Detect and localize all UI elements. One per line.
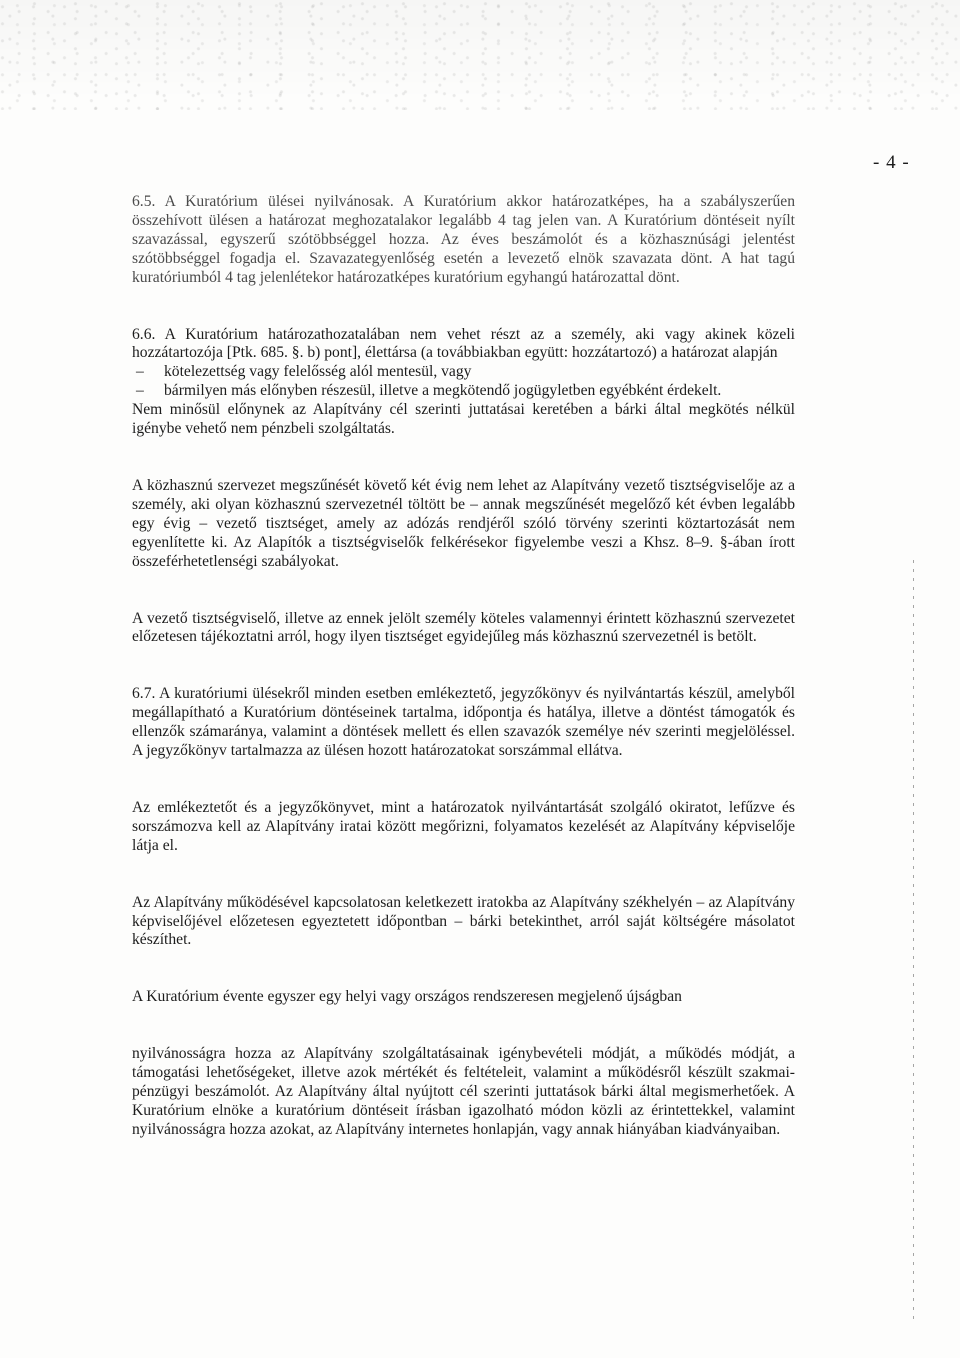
paragraph-annual-publication: A Kuratórium évente egyszer egy helyi vagy országos rendszeresen megjelenő újságban [132, 988, 682, 1006]
list-item [136, 363, 795, 382]
list-item [136, 382, 795, 401]
list-item-text: bármilyen más előnyben részesül, illetve a megkötendő jogügyletben egyébként érdekelt. [164, 382, 722, 400]
paragraph-document-access: Az Alapítvány működésével kapcsolatosan keletkezett iratokba az Alapítvány székhelyén – az Alapítvány képviselőjével előzetesen egyeztetett időpontban – bárki betekinthet, arról saját költségére másolatot készíthet. [132, 893, 795, 949]
list-item-text: kötelezettség vagy felelősség alól mentesül, vagy [164, 363, 472, 381]
paragraph-officer-notice: A vezető tisztségviselő, illetve az ennek jelölt személy köteles valamennyi érintett közhasznú szervezetet előzetesen tájékoztatni arról, hogy ilyen tisztséget egyidejűleg más közhasznú szervezetnél is betölt. [132, 609, 795, 646]
paragraph-6-7: 6.7. A kuratóriumi ülésekről minden esetben emlékeztető, jegyzőkönyv és nyilvántartás készül, amelyből megállapítható a Kuratórium döntéseinek tartalma, időpontja és hatálya, illetve a döntést támogatók és ellenzők számaránya, valamint a döntések mellett és ellen szavazók személye név szerinti megjelöléssel. A jegyzőkönyv tartalmazza az ülésen hozott határozatokat sorszámmal ellátva. [132, 685, 795, 760]
paragraph-6-6-intro: 6.6. A Kuratórium határozathozatalában nem vehet részt az a személy, aki vagy akinek közeli hozzátartozója [Ptk. 685. §. b) pont], élettársa (a továbbiakban együtt: hozzátartozó) a határozat alapján [132, 325, 795, 362]
paragraph-conflict-of-interest: A közhasznú szervezet megszűnését követő két évig nem lehet az Alapítvány vezető tisztségviselője az a személy, aki olyan közhasznú szervezetnél töltött be – annak megszűnését megelőző két évben legalább egy évig – vezető tisztséget, amely az adózás rendjéről szóló törvény szerinti köztartozását nem egyenlítette ki. Az Alapítók a tisztségviselők felkérésekor figyelembe veszi a Khsz. 8–9. §-ában írott összeférhetetlenségi szabályokat. [132, 476, 795, 570]
page-number: - 4 - [873, 152, 910, 173]
paragraph-publicity: nyilvánosságra hozza az Alapítvány szolgáltatásainak igénybevételi módját, a működés módját, a támogatási lehetőségeket, illetve azok mértékét és feltételeit, valamint a működésről készült szakmai-pénzügyi beszámolót. Az Alapítvány által nyújtott cél szerinti juttatások bárki által megismerhetőek. A Kuratórium elnöke a kuratórium döntéseit írásban igazolható módon közli az érintettekkel, valamint nyilvánosságra hozza azokat, az Alapítvány internetes honlapján, vagy annak hiányában kiadványaiban. [132, 1045, 795, 1138]
list-dash: – [136, 363, 144, 381]
paragraph-6-6-tail: Nem minősül előnynek az Alapítvány cél szerinti juttatásai keretében a bárki által megkötés nélkül igénybe vehető nem pénzbeli szolgáltatás. [132, 401, 795, 438]
scan-noise-band [0, 0, 960, 110]
list-dash: – [136, 382, 144, 400]
paragraph-6-5: 6.5. A Kuratórium ülései nyilvánosak. A Kuratórium akkor határozatképes, ha a szabályszerűen összehívott ülésen a határozat meghozatalakor legalább 4 tag jelen van. A Kuratórium döntéseit nyílt szavazással, egyszerű szótöbbséggel hozza. Az éves beszámolót és a közhasznúsági jelentést szótöbbséggel fogadja el. Szavazategyenlőség esetén a levezető elnök szavazata dönt. A hat tagú kuratóriumból 4 tag jelenlétekor határozatképes kuratórium egyhangú határozattal dönt. [132, 193, 795, 286]
page-edge-mark [913, 560, 914, 1320]
document-body [132, 193, 795, 1159]
paragraph-records: Az emlékeztetőt és a jegyzőkönyvet, mint a határozatok nyilvántartását szolgáló okiratot, lefűzve és sorszámozva kell az Alapítvány iratai között megőrizni, folyamatos kezelését az Alapítvány képviselője látja el. [132, 798, 795, 854]
